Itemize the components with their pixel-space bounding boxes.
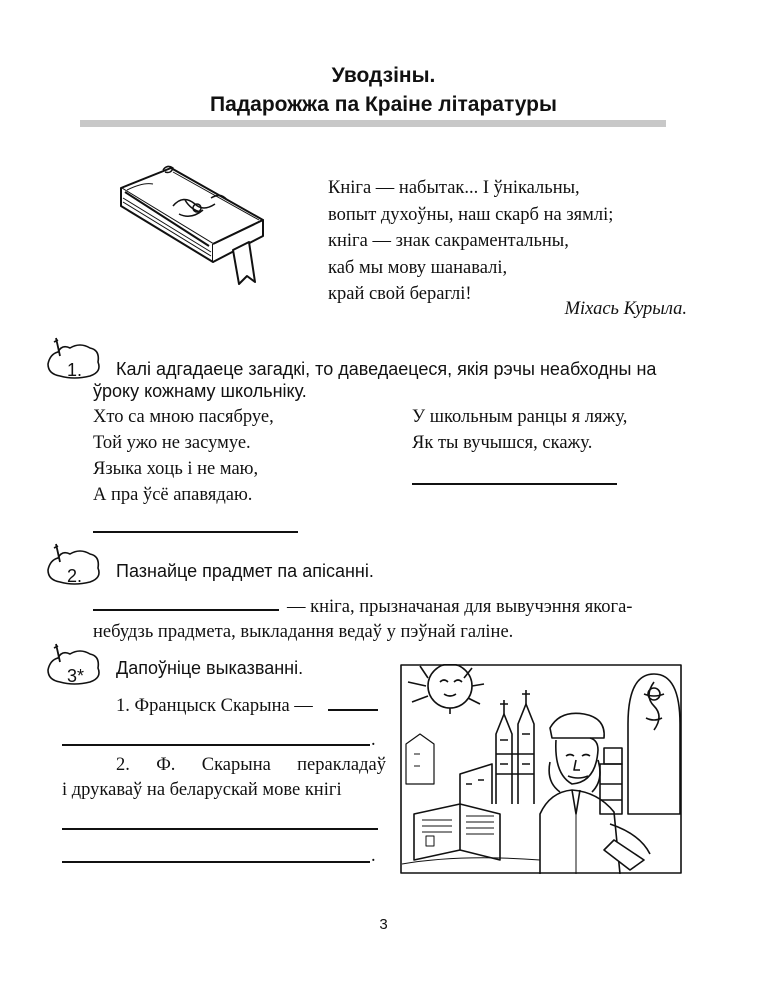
riddle-left-answer-line[interactable] bbox=[93, 531, 298, 533]
task3-period-1: . bbox=[371, 730, 376, 750]
riddle-line: А пра ўсё апавядаю. bbox=[93, 485, 253, 505]
page-title-line1: Уводзіны. bbox=[331, 64, 436, 87]
riddle-left bbox=[93, 404, 274, 508]
riddle-line: Як ты вучышся, скажу. bbox=[412, 433, 593, 453]
epigraph-line: каб мы мову шанавалі, bbox=[328, 257, 508, 278]
epigraph-line: вопыт духоўны, наш скарб на зямлі; bbox=[328, 204, 614, 225]
task3-item1-answer-line[interactable] bbox=[328, 709, 378, 711]
epigraph-line: край свой берaглі! bbox=[328, 284, 472, 304]
task1-instruction-line2: ўроку кожнаму школьніку. bbox=[93, 381, 307, 401]
skaryna-illustration bbox=[400, 664, 682, 874]
task-badge-3 bbox=[44, 640, 104, 686]
task1-instruction-line1: Калі адгадаеце загадкі, то даведаецеся, якія рэчы неабходны на bbox=[116, 359, 657, 379]
task3-period-2: . bbox=[371, 846, 376, 866]
riddle-line: Языка хоць і не маю, bbox=[93, 459, 259, 479]
riddle-line: У школьным ранцы я ляжу, bbox=[412, 407, 628, 427]
task3-item2-line1: 2. Ф. Скарына перакладаў bbox=[116, 755, 386, 775]
epigraph-poem bbox=[328, 175, 613, 308]
task2-answer-line[interactable] bbox=[93, 609, 279, 611]
page-number: 3 bbox=[379, 916, 388, 933]
task2-definition-line2: небудзь прадмета, выкладання ведаў у пэўнай галіне. bbox=[93, 622, 514, 642]
task-badge-2 bbox=[44, 540, 104, 586]
task2-definition-line1: — кніга, прызначаная для вывучэння якога- bbox=[287, 597, 633, 617]
task3-item1-answer-line2[interactable] bbox=[62, 744, 370, 746]
task2-instruction: Пазнайце прадмет па апісанні. bbox=[116, 561, 374, 581]
page-title-line2: Падарожжа па Краіне літаратуры bbox=[210, 93, 557, 116]
riddle-line: Той ужо не засумуе. bbox=[93, 433, 251, 453]
task-number: 2. bbox=[67, 566, 83, 586]
task3-instruction: Дапоўніце выказванні. bbox=[116, 658, 304, 678]
task3-item2-answer-line1[interactable] bbox=[62, 828, 378, 830]
riddle-right bbox=[412, 404, 627, 456]
task-number: 1. bbox=[67, 360, 83, 380]
epigraph-line: кніга — знак сакраментальны, bbox=[328, 231, 569, 251]
epigraph-line: Кніга — набытак... І ўнікальны, bbox=[328, 178, 580, 198]
task3-item1: 1. Францыск Скарына — bbox=[116, 696, 313, 716]
book-illustration bbox=[113, 162, 273, 292]
riddle-right-answer-line[interactable] bbox=[412, 483, 617, 485]
task3-item2-line2: і друкаваў на беларускай мове кнігі bbox=[62, 780, 342, 800]
task3-item2-answer-line2[interactable] bbox=[62, 861, 370, 863]
title-underline-bar bbox=[80, 120, 666, 127]
task-badge-1 bbox=[44, 334, 104, 380]
epigraph-author: Міхась Курыла. bbox=[564, 299, 687, 319]
task-number: 3* bbox=[67, 666, 85, 686]
riddle-line: Хто са мною пасябруе, bbox=[93, 407, 274, 427]
